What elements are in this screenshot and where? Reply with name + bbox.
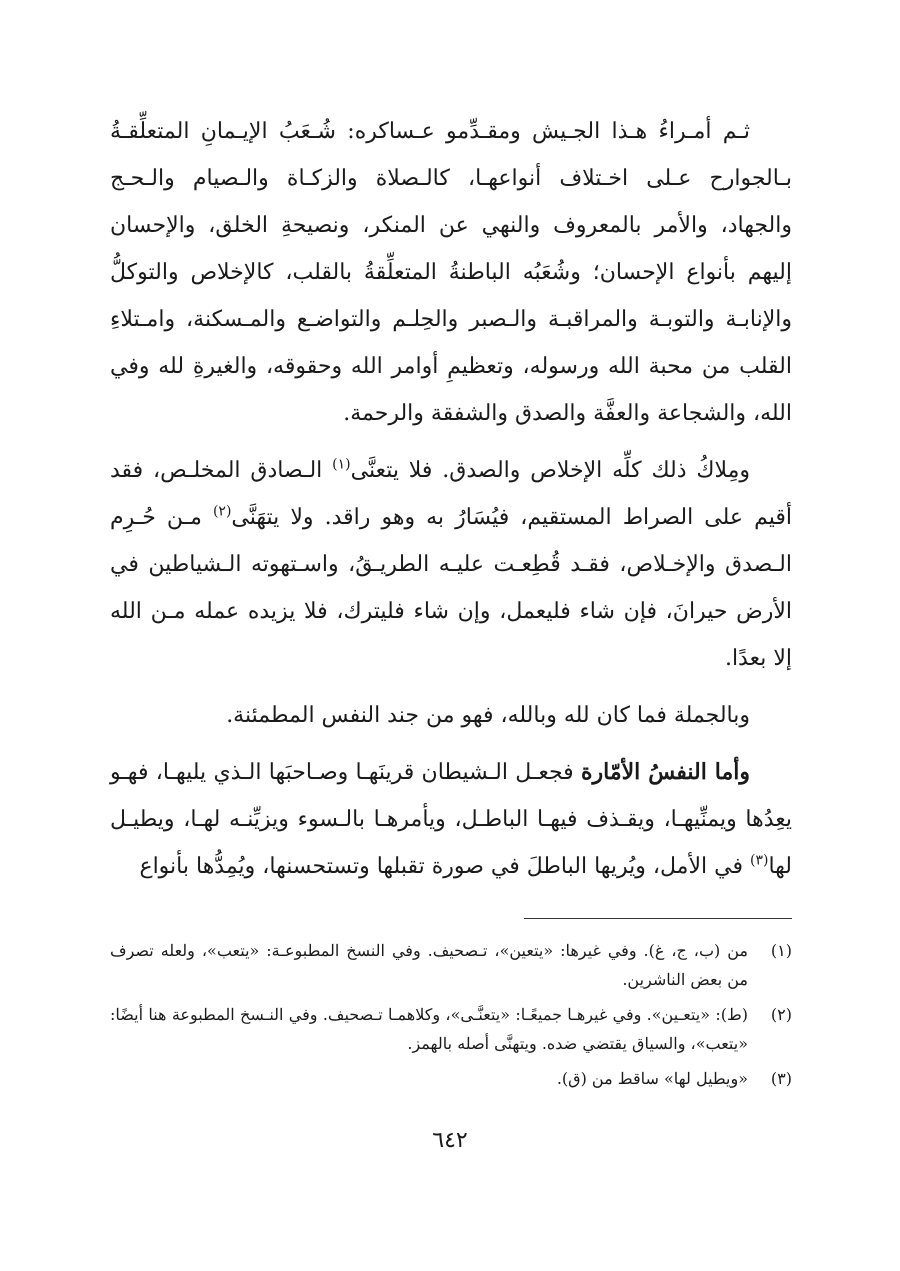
footnote-2 — [110, 1000, 792, 1058]
main-text — [110, 108, 792, 900]
footnote-1-number: (١) — [770, 941, 792, 960]
paragraph-4 — [110, 749, 792, 890]
paragraph-3-text: وبالجملة فما كان لله وبالله، فهو من جند النفس المطمئنة. — [226, 703, 750, 728]
paragraph-4-part-2: في الأمل، ويُريها الباطلَ في صورة تقبلها وتستحسنها، ويُمِدُّها بأنواع — [139, 854, 743, 879]
paragraph-2-part-2: الـصادق المخلـص، فقد أقيم على الصراط المستقيم، فيُسَارُ به وهو راقد. ولا يتهَنَّى — [110, 458, 792, 530]
footnote-ref-1[interactable]: (١) — [332, 456, 351, 473]
footnote-divider — [524, 918, 792, 919]
footnote-ref-3[interactable]: (٣) — [749, 852, 769, 869]
footnote-3-text: «ويطيل لها» ساقط من (ق). — [556, 1069, 748, 1088]
paragraph-1-text: ثـم أمـراءُ هـذا الجـيش ومقـدِّمو عـساكره: شُـعَبُ الإيـمانِ المتعلِّقـةُ بـالجوارح عـلى اخـتلاف أنواعهـا، كالـصلاة والزكـاة والـصيام والـحـج والجهاد، والأمر بالمعروف والنهي عن المنكر، ونصيحةِ الخلق، والإحسان إليهم بأنواع الإحسان؛ وشُعَبُه الباطنةُ المتعلِّقةُ بالقلب، كالإخلاص والتوكلُّ والإنابـة والتوبـة والمراقبـة والـصبر والحِلـم والتواضـع والمـسكنة، وامـتلاءِ القلب من محبة الله ورسوله، وتعظيمِ أوامر الله وحقوقه، والغيرةِ لله وفي الله، والشجاعة والعفَّة والصدق والشفقة والرحمة. — [110, 119, 792, 426]
footnote-3 — [110, 1064, 792, 1093]
footnote-ref-2[interactable]: (٢) — [212, 503, 232, 520]
paragraph-2-part-1: ومِلاكُ ذلك كلِّه الإخلاص والصدق. فلا يتعنَّى — [350, 458, 750, 483]
paragraph-3 — [110, 692, 792, 739]
paragraph-2 — [110, 447, 792, 682]
footnote-2-number: (٢) — [770, 1005, 792, 1024]
footnote-1-text: من (ب، ج، غ). وفي غيرها: «يتعين»، تـصحيف. وفي النسخ المطبوعـة: «يتعب»، ولعله تصرف من بعض الناشرين. — [110, 941, 748, 989]
paragraph-4-heading: وأما النفسُ الأمّارة — [580, 759, 750, 785]
footnote-3-number: (٣) — [770, 1069, 792, 1088]
paragraph-4-part-1: فجعـل الـشيطان قرينَهـا وصـاحبَها الـذي يليهـا، فهـو يعِدُها ويمنِّيهـا، ويقـذف فيهـا الباطـل، ويأمرهـا بالـسوء ويزيِّنـه لهـا، ويطيـل لها — [110, 760, 792, 879]
footnote-1 — [110, 936, 792, 994]
footnote-2-text: (ط): «يتعـين». وفي غيرهـا جميعًـا: «يتعنَّـى»، وكلاهمـا تـصحيف. وفي النـسخ المطبوعة هنا أيضًا: «يتعب»، والسياق يقتضي ضده. ويتهنَّى أصله بالهمز. — [110, 1005, 748, 1053]
footnotes — [110, 936, 792, 1099]
page-number: ٦٤٢ — [432, 1128, 468, 1153]
paragraph-1 — [110, 108, 792, 437]
paragraph-2-part-3: مـن حُـرِم الـصدق والإخـلاص، فقـد قُطِعـت عليـه الطريـقُ، واسـتهوته الـشياطين في الأرض حيرانَ، فإن شاء فليعمل، وإن شاء فليترك، فلا يزيده عمله مـن الله إلا بعدًا. — [110, 505, 792, 671]
